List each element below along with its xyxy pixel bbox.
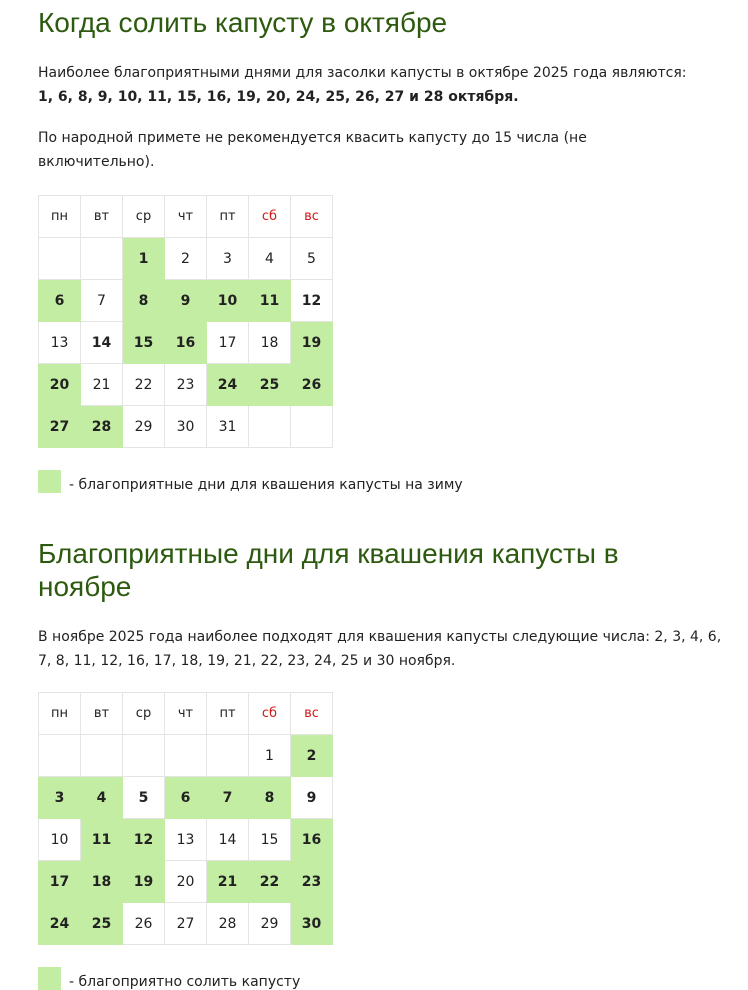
calendar-day-favorable: 19	[123, 861, 165, 903]
calendar-day-empty	[123, 735, 165, 777]
calendar-day-favorable: 19	[291, 322, 333, 364]
calendar-day-favorable: 4	[81, 777, 123, 819]
calendar-day-empty	[81, 735, 123, 777]
calendar-day-favorable: 23	[291, 861, 333, 903]
november-title: Благоприятные дни для квашения капусты в ноябре	[38, 538, 619, 602]
calendar-week	[39, 406, 333, 448]
calendar-day-favorable: 11	[81, 819, 123, 861]
calendar-day: 1	[249, 735, 291, 777]
calendar-day: 26	[123, 903, 165, 945]
calendar-week	[39, 903, 333, 945]
calendar-day-favorable: 21	[207, 861, 249, 903]
october-intro-days: 1, 6, 8, 9, 10, 11, 15, 16, 19, 20, 24, 25, 26, 27 и 28 октября.	[38, 89, 519, 105]
calendar-week	[39, 819, 333, 861]
calendar-day: 23	[165, 364, 207, 406]
calendar-day-favorable: 3	[39, 777, 81, 819]
weekday-sat: сб	[249, 196, 291, 238]
calendar-day-favorable: 30	[291, 903, 333, 945]
calendar-day: 30	[165, 406, 207, 448]
calendar-week	[39, 364, 333, 406]
weekday-tue: вт	[81, 693, 123, 735]
calendar-day: 15	[249, 819, 291, 861]
calendar-day: 4	[249, 238, 291, 280]
calendar-day: 21	[81, 364, 123, 406]
calendar-day: 2	[165, 238, 207, 280]
calendar-day: 14	[207, 819, 249, 861]
october-legend	[38, 469, 743, 493]
calendar-weekdays	[39, 693, 333, 735]
calendar-day-favorable: 12	[123, 819, 165, 861]
calendar-day-favorable: 9	[165, 280, 207, 322]
calendar-day: 28	[207, 903, 249, 945]
calendar-day: 5	[291, 238, 333, 280]
calendar-week	[39, 861, 333, 903]
calendar-day-favorable: 11	[249, 280, 291, 322]
calendar-day-favorable: 16	[291, 819, 333, 861]
calendar-day-favorable: 2	[291, 735, 333, 777]
calendar-day-favorable: 7	[207, 777, 249, 819]
weekday-tue: вт	[81, 196, 123, 238]
calendar-day-favorable: 8	[123, 280, 165, 322]
weekday-fri: пт	[207, 196, 249, 238]
calendar-day-favorable: 28	[81, 406, 123, 448]
calendar-day: 5	[123, 777, 165, 819]
calendar-day-empty	[39, 238, 81, 280]
calendar-day-favorable: 16	[165, 322, 207, 364]
calendar-day-favorable: 25	[81, 903, 123, 945]
calendar-week	[39, 322, 333, 364]
weekday-wed: ср	[123, 196, 165, 238]
weekday-sun: вс	[291, 196, 333, 238]
calendar-day-favorable: 18	[81, 861, 123, 903]
favorable-swatch	[38, 967, 61, 990]
october-note: По народной примете не рекомендуется квасить капусту до 15 числа (не включительно).	[38, 130, 587, 170]
weekday-sun: вс	[291, 693, 333, 735]
october-intro-text: Наиболее благоприятными днями для засолки капусты в октябре 2025 года являются:	[38, 65, 687, 81]
calendar-day-favorable: 15	[123, 322, 165, 364]
calendar-day-empty	[165, 735, 207, 777]
october-legend-text: - благоприятные дни для квашения капусты на зиму	[69, 477, 463, 493]
calendar-day-favorable: 24	[207, 364, 249, 406]
calendar-day-favorable: 20	[39, 364, 81, 406]
calendar-day: 27	[165, 903, 207, 945]
november-intro: В ноябре 2025 года наиболее подходят для квашения капусты следующие числа: 2, 3, 4, 6, 7, 8, 11, 12, 16, 17, 18, 19, 21, 22, 23, 24, 25 и 30 ноября.	[38, 629, 722, 669]
october-intro	[38, 61, 743, 109]
article-content	[38, 0, 743, 990]
calendar-day: 10	[39, 819, 81, 861]
calendar-day: 31	[207, 406, 249, 448]
calendar-day-favorable: 6	[39, 280, 81, 322]
calendar-day: 7	[81, 280, 123, 322]
calendar-day-favorable: 27	[39, 406, 81, 448]
calendar-day-favorable: 10	[207, 280, 249, 322]
calendar-day: 3	[207, 238, 249, 280]
calendar-day: 13	[165, 819, 207, 861]
calendar-week	[39, 238, 333, 280]
calendar-weekdays	[39, 196, 333, 238]
november-legend-text: - благоприятно солить капусту	[69, 974, 301, 990]
weekday-mon: пн	[39, 196, 81, 238]
calendar-day: 29	[123, 406, 165, 448]
weekday-wed: ср	[123, 693, 165, 735]
calendar-day-favorable: 26	[291, 364, 333, 406]
calendar-day-favorable: 17	[39, 861, 81, 903]
calendar-day: 20	[165, 861, 207, 903]
calendar-day-favorable: 6	[165, 777, 207, 819]
weekday-thu: чт	[165, 693, 207, 735]
calendar-day-favorable: 22	[249, 861, 291, 903]
weekday-sat: сб	[249, 693, 291, 735]
calendar-day: 13	[39, 322, 81, 364]
calendar-day-empty	[207, 735, 249, 777]
calendar-day-empty	[249, 406, 291, 448]
october-title: Когда солить капусту в октябре	[38, 7, 448, 38]
calendar-week	[39, 280, 333, 322]
weekday-thu: чт	[165, 196, 207, 238]
calendar-day-empty	[81, 238, 123, 280]
calendar-day-favorable: 8	[249, 777, 291, 819]
calendar-day-favorable: 25	[249, 364, 291, 406]
october-calendar	[38, 195, 333, 448]
calendar-day-empty	[291, 406, 333, 448]
calendar-day: 17	[207, 322, 249, 364]
calendar-week	[39, 777, 333, 819]
calendar-week	[39, 735, 333, 777]
november-legend	[38, 966, 743, 990]
calendar-day: 12	[291, 280, 333, 322]
calendar-day: 9	[291, 777, 333, 819]
calendar-day-empty	[39, 735, 81, 777]
calendar-day: 29	[249, 903, 291, 945]
calendar-day-favorable: 24	[39, 903, 81, 945]
weekday-fri: пт	[207, 693, 249, 735]
calendar-day: 14	[81, 322, 123, 364]
november-calendar	[38, 692, 333, 945]
calendar-day-favorable: 1	[123, 238, 165, 280]
calendar-day: 22	[123, 364, 165, 406]
favorable-swatch	[38, 470, 61, 493]
weekday-mon: пн	[39, 693, 81, 735]
calendar-day: 18	[249, 322, 291, 364]
